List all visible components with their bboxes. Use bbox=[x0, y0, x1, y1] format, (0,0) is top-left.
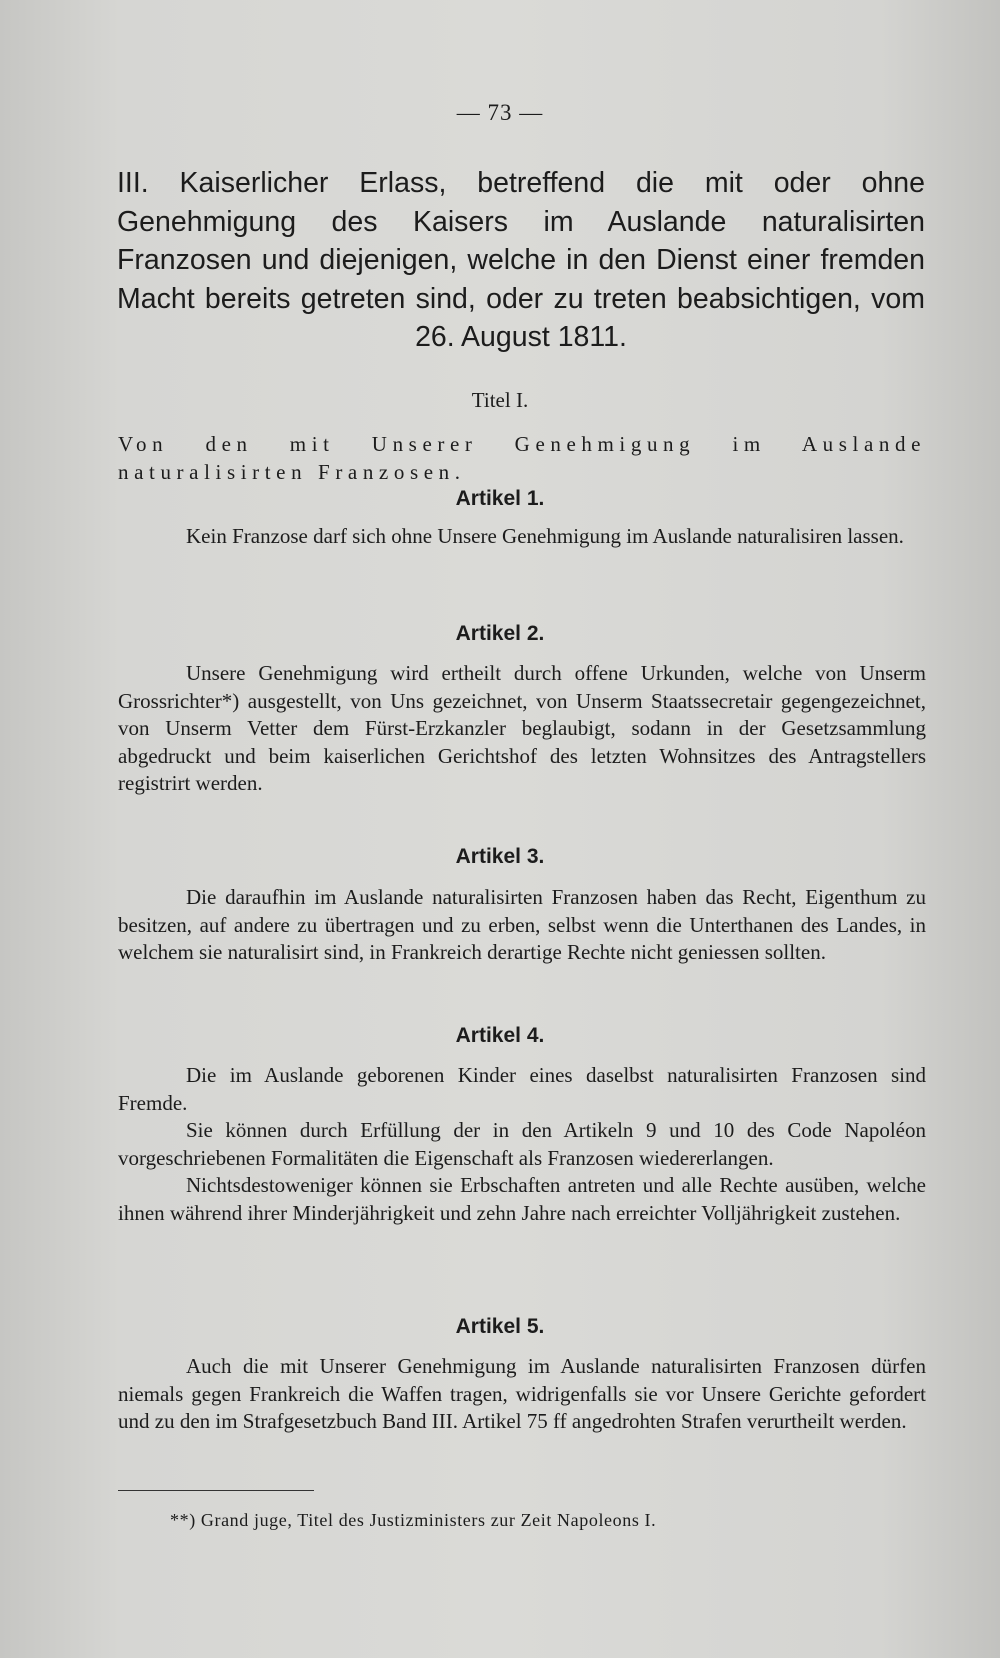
article-3-heading: Artikel 3. bbox=[455, 845, 545, 868]
article-1-paragraph-1: Kein Franzose darf sich ohne Unsere Genehmigung im Auslande naturalisiren lassen. bbox=[186, 524, 904, 548]
article-4-paragraph-1: Die im Auslande geborenen Kinder eines daselbst naturalisirten Franzosen sind Fremde. bbox=[118, 1063, 926, 1115]
article-2-paragraph-1: Unsere Genehmigung wird ertheilt durch offene Urkunden, welche von Unserm Grossrichter*) ausgestellt, von Uns gezeichnet, von Unserm Staatssecretair gegengezeichnet, von Unserm Vetter dem Fürst-Erzkanzler beglaubigt, sodann in der Gesetzsammlung abgedruckt und beim kaiserlichen Gerichtshof des letzten Wohnsitzes des Antragstellers registrirt werden. bbox=[118, 661, 926, 795]
titel-subheading: Von den mit Unserer Genehmigung im Auslande naturalisirten Franzosen. bbox=[118, 432, 926, 484]
document-title: III. Kaiserlicher Erlass, betreffend die mit oder ohne Genehmigung des Kaisers im Auslande naturalisirten Franzosen und diejenigen, welche in den Dienst einer fremden Macht bereits getreten sind, oder zu treten beabsichtigen, vom 26. August 1811. bbox=[117, 167, 925, 353]
article-3-paragraph-1: Die daraufhin im Auslande naturalisirten Franzosen haben das Recht, Eigenthum zu besitzen, auf andere zu übertragen und zu erben, selbst wenn die Unterthanen des Landes, in welchem sie naturalisirt sind, in Frankreich derartige Rechte nicht geniessen sollten. bbox=[118, 885, 926, 964]
article-5-body bbox=[118, 1353, 926, 1436]
article-4-paragraph-2: Sie können durch Erfüllung der in den Artikeln 9 und 10 des Code Napoléon vorgeschriebenen Formalitäten die Eigenschaft als Franzosen wiedererlangen. bbox=[118, 1118, 926, 1170]
article-4-paragraph-3: Nichtsdestoweniger können sie Erbschaften antreten und alle Rechte ausüben, welche ihnen während ihrer Minderjährigkeit und zehn Jahre nach erreichter Volljährigkeit zustehen. bbox=[118, 1173, 926, 1225]
article-3-body bbox=[118, 884, 926, 967]
article-4-body bbox=[118, 1062, 926, 1227]
footnote: **) Grand juge, Titel des Justizministers zur Zeit Napoleons I. bbox=[170, 1510, 657, 1530]
article-2-body bbox=[118, 660, 926, 798]
article-5-paragraph-1: Auch die mit Unserer Genehmigung im Auslande naturalisirten Franzosen dürfen niemals gegen Frankreich die Waffen tragen, widrigenfalls sie vor Unsere Gerichte gefordert und zu den im Strafgesetzbuch Band III. Artikel 75 ff angedrohten Strafen verurtheilt werden. bbox=[118, 1354, 926, 1433]
article-1-body bbox=[118, 523, 926, 551]
article-5-heading: Artikel 5. bbox=[455, 1315, 545, 1338]
titel-heading: Titel I. bbox=[471, 388, 529, 412]
article-1-heading: Artikel 1. bbox=[455, 487, 545, 510]
article-4-heading: Artikel 4. bbox=[455, 1024, 545, 1047]
footnote-divider bbox=[118, 1490, 314, 1491]
article-2-heading: Artikel 2. bbox=[455, 622, 545, 645]
page-number: — 73 — bbox=[456, 100, 544, 125]
